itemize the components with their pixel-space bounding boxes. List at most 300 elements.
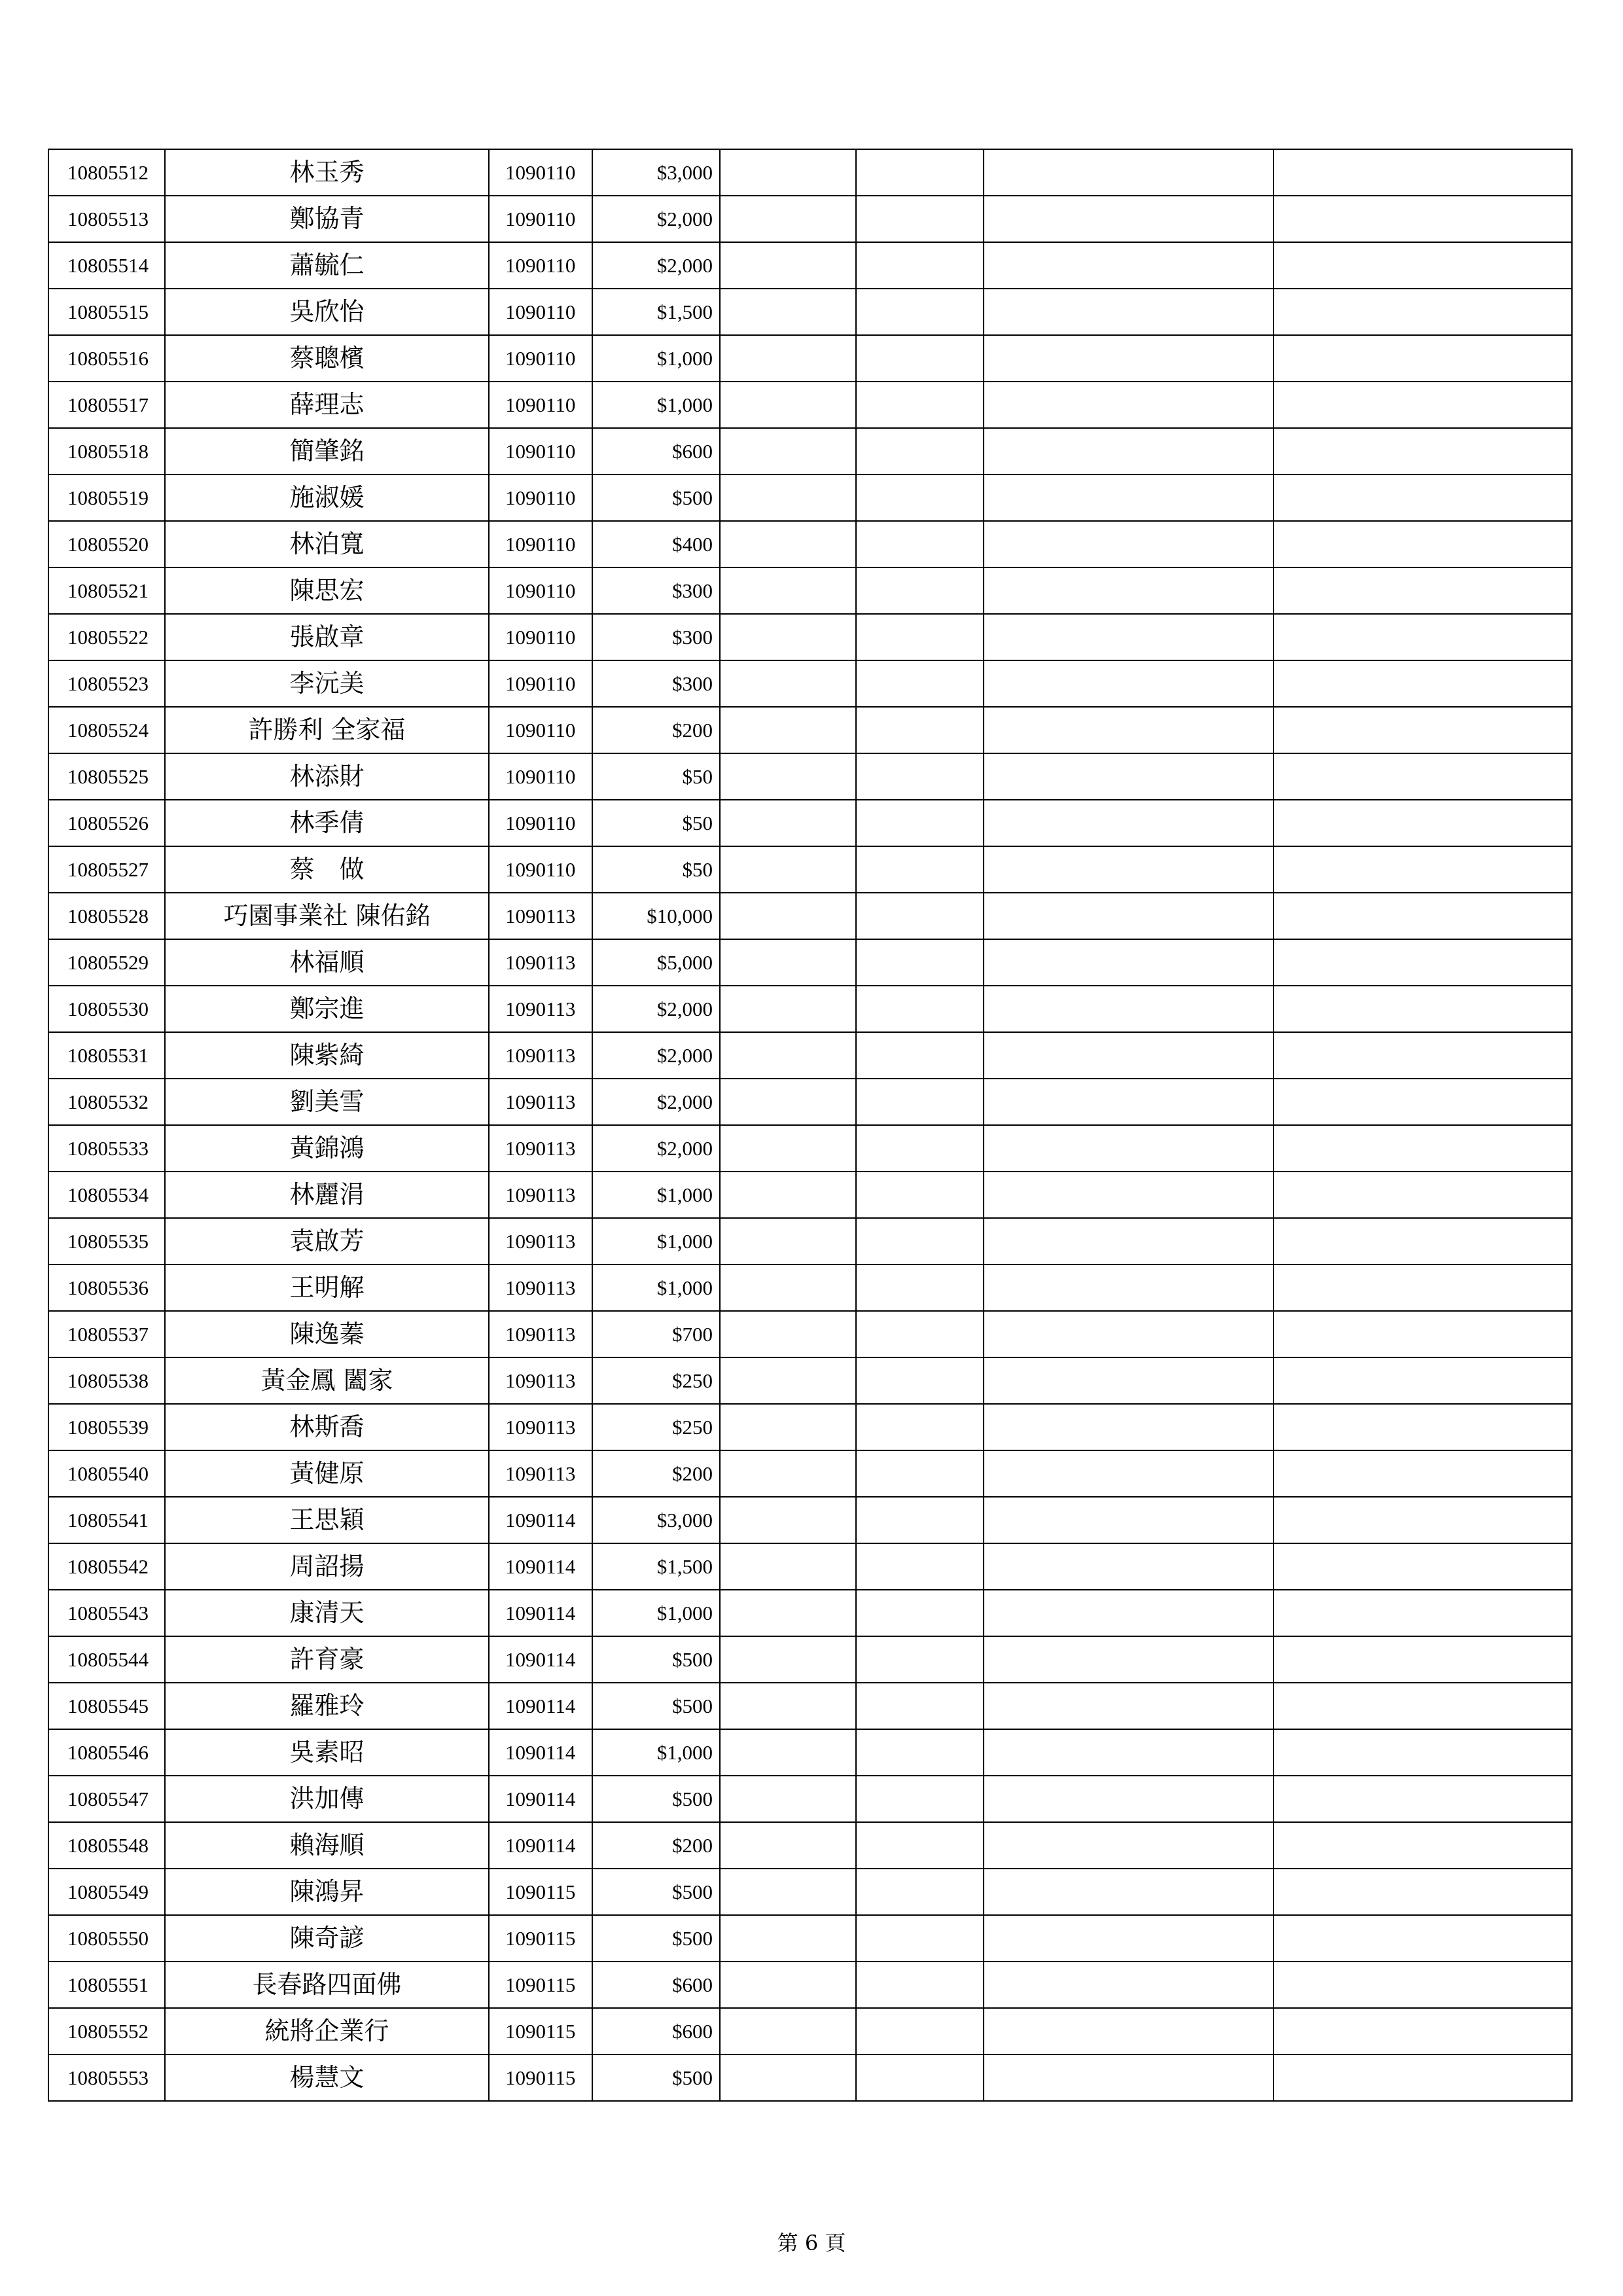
receipt-number-cell: 10805549 <box>48 1869 165 1915</box>
empty-cell <box>720 1822 856 1869</box>
empty-cell <box>720 1590 856 1636</box>
table-row <box>48 335 1572 382</box>
empty-cell <box>984 196 1274 242</box>
empty-cell <box>720 335 856 382</box>
empty-cell <box>984 939 1274 986</box>
receipt-number-cell: 10805547 <box>48 1776 165 1822</box>
donor-name-cell: 黃錦鴻 <box>165 1125 489 1172</box>
receipt-number-cell: 10805531 <box>48 1032 165 1079</box>
date-cell: 1090114 <box>489 1776 592 1822</box>
receipt-number-cell: 10805542 <box>48 1543 165 1590</box>
empty-cell <box>1274 1450 1572 1497</box>
receipt-number-cell: 10805550 <box>48 1915 165 1962</box>
empty-cell <box>856 800 984 846</box>
donor-name-cell: 李沅美 <box>165 660 489 707</box>
empty-cell <box>720 1218 856 1265</box>
empty-cell <box>720 475 856 521</box>
donor-name-cell: 王明解 <box>165 1265 489 1311</box>
date-cell: 1090114 <box>489 1636 592 1683</box>
amount-cell: $1,000 <box>592 382 720 428</box>
empty-cell <box>984 1683 1274 1729</box>
date-cell: 1090115 <box>489 1915 592 1962</box>
date-cell: 1090113 <box>489 1079 592 1125</box>
amount-cell: $1,000 <box>592 335 720 382</box>
table-body <box>48 149 1572 2101</box>
donor-name-cell: 吳欣怡 <box>165 289 489 335</box>
empty-cell <box>856 1311 984 1357</box>
empty-cell <box>1274 242 1572 289</box>
empty-cell <box>720 1311 856 1357</box>
empty-cell <box>984 1543 1274 1590</box>
empty-cell <box>720 382 856 428</box>
empty-cell <box>856 382 984 428</box>
empty-cell <box>984 614 1274 660</box>
table-row <box>48 753 1572 800</box>
empty-cell <box>856 1357 984 1404</box>
empty-cell <box>720 1776 856 1822</box>
amount-cell: $2,000 <box>592 242 720 289</box>
empty-cell <box>984 1125 1274 1172</box>
amount-cell: $250 <box>592 1404 720 1450</box>
date-cell: 1090110 <box>489 753 592 800</box>
donor-name-cell: 許勝利 全家福 <box>165 707 489 753</box>
receipt-number-cell: 10805523 <box>48 660 165 707</box>
donor-name-cell: 羅雅玲 <box>165 1683 489 1729</box>
donor-name-cell: 王思穎 <box>165 1497 489 1543</box>
empty-cell <box>720 707 856 753</box>
amount-cell: $200 <box>592 1822 720 1869</box>
date-cell: 1090110 <box>489 428 592 475</box>
donor-name-cell: 賴海順 <box>165 1822 489 1869</box>
empty-cell <box>720 1497 856 1543</box>
empty-cell <box>984 1822 1274 1869</box>
table-row <box>48 893 1572 939</box>
empty-cell <box>720 242 856 289</box>
empty-cell <box>984 242 1274 289</box>
empty-cell <box>856 1822 984 1869</box>
amount-cell: $1,500 <box>592 1543 720 1590</box>
empty-cell <box>984 1497 1274 1543</box>
date-cell: 1090113 <box>489 1172 592 1218</box>
empty-cell <box>856 289 984 335</box>
date-cell: 1090110 <box>489 567 592 614</box>
date-cell: 1090110 <box>489 335 592 382</box>
donor-name-cell: 林斯喬 <box>165 1404 489 1450</box>
table-row <box>48 800 1572 846</box>
date-cell: 1090110 <box>489 242 592 289</box>
receipt-number-cell: 10805532 <box>48 1079 165 1125</box>
empty-cell <box>720 428 856 475</box>
date-cell: 1090110 <box>489 196 592 242</box>
empty-cell <box>720 1265 856 1311</box>
empty-cell <box>720 149 856 196</box>
empty-cell <box>856 986 984 1032</box>
empty-cell <box>1274 800 1572 846</box>
donor-name-cell: 陳奇諺 <box>165 1915 489 1962</box>
empty-cell <box>1274 1497 1572 1543</box>
empty-cell <box>984 1404 1274 1450</box>
donor-name-cell: 施淑媛 <box>165 475 489 521</box>
donor-name-cell: 蔡 做 <box>165 846 489 893</box>
donor-name-cell: 劉美雪 <box>165 1079 489 1125</box>
empty-cell <box>1274 475 1572 521</box>
donor-name-cell: 鄭宗進 <box>165 986 489 1032</box>
empty-cell <box>984 1962 1274 2008</box>
empty-cell <box>984 1032 1274 1079</box>
date-cell: 1090113 <box>489 893 592 939</box>
receipt-number-cell: 10805513 <box>48 196 165 242</box>
empty-cell <box>720 2054 856 2101</box>
donor-name-cell: 林泊寬 <box>165 521 489 567</box>
empty-cell <box>720 800 856 846</box>
empty-cell <box>1274 567 1572 614</box>
date-cell: 1090113 <box>489 1032 592 1079</box>
date-cell: 1090114 <box>489 1543 592 1590</box>
empty-cell <box>984 660 1274 707</box>
table-row <box>48 475 1572 521</box>
empty-cell <box>856 1962 984 2008</box>
amount-cell: $200 <box>592 1450 720 1497</box>
empty-cell <box>720 1962 856 2008</box>
receipt-number-cell: 10805536 <box>48 1265 165 1311</box>
date-cell: 1090114 <box>489 1729 592 1776</box>
amount-cell: $600 <box>592 1962 720 2008</box>
date-cell: 1090110 <box>489 800 592 846</box>
receipt-number-cell: 10805527 <box>48 846 165 893</box>
receipt-number-cell: 10805520 <box>48 521 165 567</box>
receipt-number-cell: 10805543 <box>48 1590 165 1636</box>
date-cell: 1090114 <box>489 1497 592 1543</box>
empty-cell <box>720 1032 856 1079</box>
donor-name-cell: 蔡聰檳 <box>165 335 489 382</box>
date-cell: 1090113 <box>489 986 592 1032</box>
amount-cell: $1,000 <box>592 1590 720 1636</box>
amount-cell: $500 <box>592 2054 720 2101</box>
empty-cell <box>720 1915 856 1962</box>
empty-cell <box>856 196 984 242</box>
empty-cell <box>984 1265 1274 1311</box>
empty-cell <box>856 846 984 893</box>
empty-cell <box>984 475 1274 521</box>
empty-cell <box>856 475 984 521</box>
table-row <box>48 1450 1572 1497</box>
empty-cell <box>856 893 984 939</box>
table-row <box>48 428 1572 475</box>
date-cell: 1090110 <box>489 614 592 660</box>
empty-cell <box>1274 2008 1572 2054</box>
table-row <box>48 1869 1572 1915</box>
donor-name-cell: 林福順 <box>165 939 489 986</box>
empty-cell <box>856 242 984 289</box>
receipt-number-cell: 10805525 <box>48 753 165 800</box>
table-row <box>48 1265 1572 1311</box>
date-cell: 1090110 <box>489 475 592 521</box>
receipt-number-cell: 10805534 <box>48 1172 165 1218</box>
amount-cell: $5,000 <box>592 939 720 986</box>
empty-cell <box>1274 939 1572 986</box>
empty-cell <box>856 1915 984 1962</box>
amount-cell: $700 <box>592 1311 720 1357</box>
date-cell: 1090110 <box>489 149 592 196</box>
empty-cell <box>1274 1218 1572 1265</box>
receipt-number-cell: 10805538 <box>48 1357 165 1404</box>
empty-cell <box>1274 614 1572 660</box>
donor-name-cell: 洪加傳 <box>165 1776 489 1822</box>
empty-cell <box>1274 149 1572 196</box>
empty-cell <box>720 1357 856 1404</box>
receipt-number-cell: 10805516 <box>48 335 165 382</box>
amount-cell: $500 <box>592 1776 720 1822</box>
donor-name-cell: 陳紫綺 <box>165 1032 489 1079</box>
empty-cell <box>1274 1729 1572 1776</box>
table-row <box>48 986 1572 1032</box>
table-row <box>48 149 1572 196</box>
empty-cell <box>720 1079 856 1125</box>
empty-cell <box>984 521 1274 567</box>
empty-cell <box>856 149 984 196</box>
table-row <box>48 1032 1572 1079</box>
donor-name-cell: 林季倩 <box>165 800 489 846</box>
amount-cell: $1,000 <box>592 1172 720 1218</box>
table-row <box>48 1079 1572 1125</box>
receipt-number-cell: 10805548 <box>48 1822 165 1869</box>
receipt-number-cell: 10805544 <box>48 1636 165 1683</box>
empty-cell <box>1274 1265 1572 1311</box>
empty-cell <box>1274 1079 1572 1125</box>
empty-cell <box>720 289 856 335</box>
amount-cell: $10,000 <box>592 893 720 939</box>
empty-cell <box>720 986 856 1032</box>
table-row <box>48 242 1572 289</box>
table-row <box>48 521 1572 567</box>
date-cell: 1090113 <box>489 1265 592 1311</box>
date-cell: 1090113 <box>489 939 592 986</box>
donor-name-cell: 康清天 <box>165 1590 489 1636</box>
empty-cell <box>1274 2054 1572 2101</box>
donor-name-cell: 鄭協青 <box>165 196 489 242</box>
empty-cell <box>856 660 984 707</box>
table-row <box>48 1636 1572 1683</box>
receipt-number-cell: 10805545 <box>48 1683 165 1729</box>
receipt-number-cell: 10805522 <box>48 614 165 660</box>
date-cell: 1090113 <box>489 1404 592 1450</box>
empty-cell <box>1274 1311 1572 1357</box>
empty-cell <box>984 893 1274 939</box>
table-row <box>48 614 1572 660</box>
empty-cell <box>856 1590 984 1636</box>
receipt-number-cell: 10805553 <box>48 2054 165 2101</box>
table-row <box>48 1357 1572 1404</box>
empty-cell <box>1274 660 1572 707</box>
donor-name-cell: 簡肇銘 <box>165 428 489 475</box>
page-number: 第 6 頁 <box>777 2231 846 2255</box>
date-cell: 1090110 <box>489 382 592 428</box>
receipt-number-cell: 10805551 <box>48 1962 165 2008</box>
date-cell: 1090113 <box>489 1125 592 1172</box>
empty-cell <box>856 614 984 660</box>
empty-cell <box>984 2008 1274 2054</box>
empty-cell <box>856 521 984 567</box>
empty-cell <box>984 428 1274 475</box>
empty-cell <box>856 1636 984 1683</box>
empty-cell <box>720 196 856 242</box>
empty-cell <box>856 753 984 800</box>
table-row <box>48 196 1572 242</box>
date-cell: 1090113 <box>489 1311 592 1357</box>
date-cell: 1090114 <box>489 1590 592 1636</box>
empty-cell <box>984 846 1274 893</box>
empty-cell <box>1274 1172 1572 1218</box>
empty-cell <box>720 2008 856 2054</box>
empty-cell <box>720 567 856 614</box>
date-cell: 1090113 <box>489 1450 592 1497</box>
amount-cell: $500 <box>592 1869 720 1915</box>
donor-name-cell: 林麗涓 <box>165 1172 489 1218</box>
amount-cell: $500 <box>592 1915 720 1962</box>
donor-name-cell: 巧園事業社 陳佑銘 <box>165 893 489 939</box>
donor-name-cell: 黃金鳳 闔家 <box>165 1357 489 1404</box>
table-row <box>48 1590 1572 1636</box>
table-row <box>48 1962 1572 2008</box>
empty-cell <box>856 1172 984 1218</box>
empty-cell <box>984 800 1274 846</box>
empty-cell <box>856 1729 984 1776</box>
empty-cell <box>984 1357 1274 1404</box>
amount-cell: $50 <box>592 846 720 893</box>
date-cell: 1090114 <box>489 1683 592 1729</box>
date-cell: 1090113 <box>489 1218 592 1265</box>
empty-cell <box>1274 1636 1572 1683</box>
donor-name-cell: 陳鴻昇 <box>165 1869 489 1915</box>
receipt-number-cell: 10805535 <box>48 1218 165 1265</box>
empty-cell <box>984 1590 1274 1636</box>
table-row <box>48 846 1572 893</box>
table-row <box>48 1218 1572 1265</box>
amount-cell: $1,000 <box>592 1729 720 1776</box>
empty-cell <box>1274 1822 1572 1869</box>
empty-cell <box>1274 335 1572 382</box>
amount-cell: $50 <box>592 800 720 846</box>
empty-cell <box>1274 1357 1572 1404</box>
table-row <box>48 1915 1572 1962</box>
amount-cell: $1,000 <box>592 1218 720 1265</box>
empty-cell <box>1274 986 1572 1032</box>
amount-cell: $3,000 <box>592 1497 720 1543</box>
empty-cell <box>856 428 984 475</box>
empty-cell <box>856 1079 984 1125</box>
empty-cell <box>1274 893 1572 939</box>
donor-name-cell: 蕭毓仁 <box>165 242 489 289</box>
empty-cell <box>1274 846 1572 893</box>
donor-name-cell: 袁啟芳 <box>165 1218 489 1265</box>
empty-cell <box>1274 521 1572 567</box>
donor-name-cell: 陳逸蓁 <box>165 1311 489 1357</box>
table-row <box>48 1172 1572 1218</box>
empty-cell <box>984 2054 1274 2101</box>
table-row <box>48 1822 1572 1869</box>
empty-cell <box>984 1776 1274 1822</box>
empty-cell <box>984 149 1274 196</box>
empty-cell <box>856 1125 984 1172</box>
receipt-number-cell: 10805533 <box>48 1125 165 1172</box>
empty-cell <box>984 1729 1274 1776</box>
empty-cell <box>984 1636 1274 1683</box>
empty-cell <box>856 2054 984 2101</box>
donor-name-cell: 統將企業行 <box>165 2008 489 2054</box>
empty-cell <box>1274 1869 1572 1915</box>
amount-cell: $1,000 <box>592 1265 720 1311</box>
empty-cell <box>856 1032 984 1079</box>
date-cell: 1090115 <box>489 2008 592 2054</box>
table-row <box>48 2008 1572 2054</box>
table-row <box>48 1543 1572 1590</box>
receipt-number-cell: 10805529 <box>48 939 165 986</box>
empty-cell <box>720 1543 856 1590</box>
date-cell: 1090115 <box>489 1962 592 2008</box>
empty-cell <box>1274 1404 1572 1450</box>
empty-cell <box>984 707 1274 753</box>
date-cell: 1090110 <box>489 289 592 335</box>
amount-cell: $500 <box>592 1683 720 1729</box>
donor-name-cell: 長春路四面佛 <box>165 1962 489 2008</box>
receipt-number-cell: 10805552 <box>48 2008 165 2054</box>
empty-cell <box>856 939 984 986</box>
table-row <box>48 289 1572 335</box>
empty-cell <box>856 567 984 614</box>
empty-cell <box>1274 1032 1572 1079</box>
empty-cell <box>984 289 1274 335</box>
date-cell: 1090115 <box>489 1869 592 1915</box>
empty-cell <box>856 1543 984 1590</box>
empty-cell <box>984 1311 1274 1357</box>
empty-cell <box>1274 1776 1572 1822</box>
amount-cell: $300 <box>592 614 720 660</box>
empty-cell <box>1274 1590 1572 1636</box>
table-row <box>48 1683 1572 1729</box>
amount-cell: $250 <box>592 1357 720 1404</box>
empty-cell <box>984 753 1274 800</box>
receipt-number-cell: 10805530 <box>48 986 165 1032</box>
donor-name-cell: 周詔揚 <box>165 1543 489 1590</box>
receipt-number-cell: 10805537 <box>48 1311 165 1357</box>
amount-cell: $600 <box>592 2008 720 2054</box>
empty-cell <box>984 986 1274 1032</box>
empty-cell <box>1274 196 1572 242</box>
amount-cell: $2,000 <box>592 986 720 1032</box>
table-row <box>48 382 1572 428</box>
empty-cell <box>856 1776 984 1822</box>
date-cell: 1090113 <box>489 1357 592 1404</box>
empty-cell <box>856 1450 984 1497</box>
empty-cell <box>720 660 856 707</box>
receipt-number-cell: 10805519 <box>48 475 165 521</box>
table-row <box>48 1497 1572 1543</box>
empty-cell <box>1274 428 1572 475</box>
receipt-number-cell: 10805541 <box>48 1497 165 1543</box>
table-row <box>48 939 1572 986</box>
empty-cell <box>856 1869 984 1915</box>
empty-cell <box>720 893 856 939</box>
donor-name-cell: 許育豪 <box>165 1636 489 1683</box>
donor-name-cell: 吳素昭 <box>165 1729 489 1776</box>
date-cell: 1090110 <box>489 707 592 753</box>
amount-cell: $500 <box>592 475 720 521</box>
empty-cell <box>720 1869 856 1915</box>
amount-cell: $50 <box>592 753 720 800</box>
donor-name-cell: 黃健原 <box>165 1450 489 1497</box>
receipt-number-cell: 10805521 <box>48 567 165 614</box>
receipt-number-cell: 10805539 <box>48 1404 165 1450</box>
